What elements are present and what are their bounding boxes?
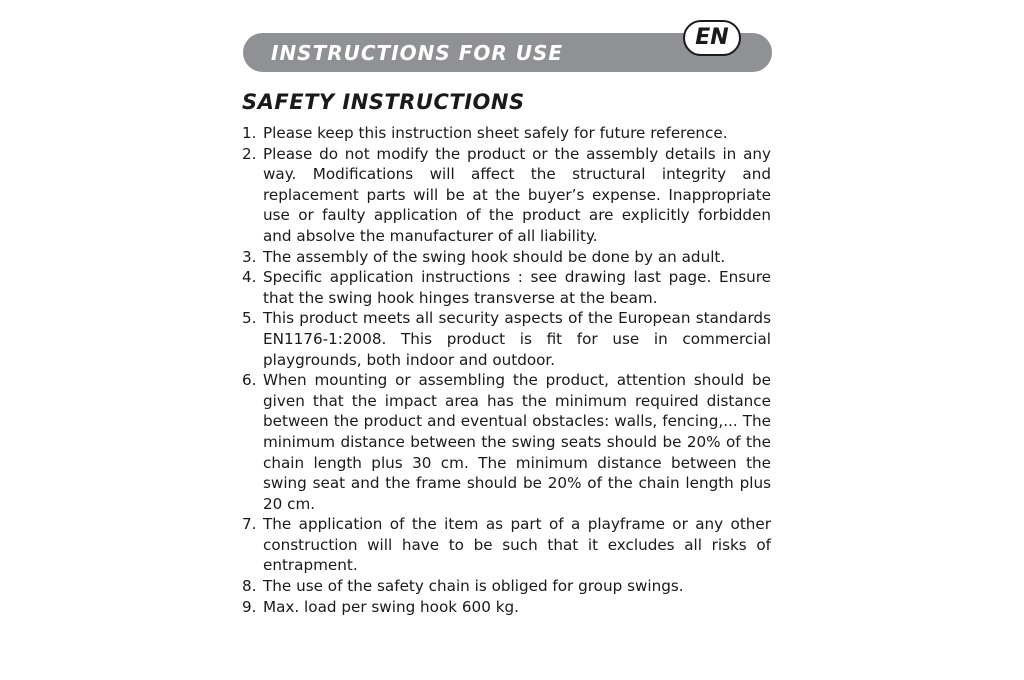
list-item: [242, 144, 771, 247]
header-title: INSTRUCTIONS FOR USE: [271, 41, 564, 65]
item-number: 1.: [242, 124, 257, 142]
item-text: Specific application instructions : see drawing last page. Ensure that the swing hook hinges transverse at the beam.: [263, 268, 771, 307]
item-text: Please keep this instruction sheet safely for future reference.: [263, 124, 728, 142]
item-number: 8.: [242, 577, 257, 596]
item-text: The application of the item as part of a playframe or any other construction will have to be such that it excludes all risks of entrapment.: [263, 515, 771, 575]
list-item: [242, 267, 771, 308]
list-item: [242, 123, 771, 144]
item-text: The assembly of the swing hook should be done by an adult.: [263, 247, 726, 266]
language-badge: EN: [683, 20, 741, 56]
list-item: [242, 597, 771, 618]
list-item: [242, 247, 771, 268]
item-number: 7.: [242, 515, 257, 534]
item-number: 3.: [242, 247, 257, 266]
item-text: Max. load per swing hook 600 kg.: [263, 597, 519, 616]
item-number: 2.: [242, 144, 257, 163]
item-number: 9.: [242, 597, 257, 616]
item-number: 4.: [242, 268, 257, 287]
list-item: [242, 514, 771, 576]
item-text: When mounting or assembling the product, attention should be given that the impact area has the minimum required distance between the product and eventual obstacles: walls, fencing,... The minimum distance between the swing seats should be 20% of the chain length plus 30 cm. The minimum distance between the swing seat and the frame should be 20% of the chain length plus 20 cm.: [263, 371, 771, 513]
list-item: [242, 370, 771, 514]
item-number: 6.: [242, 371, 257, 390]
safety-instructions-list: [242, 123, 771, 617]
item-text: This product meets all security aspects of the European standards EN1176-1:2008. This product is fit for use in commercial playgrounds, both indoor and outdoor.: [263, 309, 771, 369]
list-item: [242, 308, 771, 370]
section-title: SAFETY INSTRUCTIONS: [242, 90, 525, 114]
item-text: Please do not modify the product or the assembly details in any way. Modifications will affect the structural integrity and replacement parts will be at the buyer’s expense. Inappropriate use or faulty application of the product are explicitly forbidden and absolve the manufacturer of all liability.: [263, 144, 771, 245]
item-number: 5.: [242, 309, 257, 328]
list-item: [242, 576, 771, 597]
item-text: The use of the safety chain is obliged for group swings.: [263, 577, 684, 596]
